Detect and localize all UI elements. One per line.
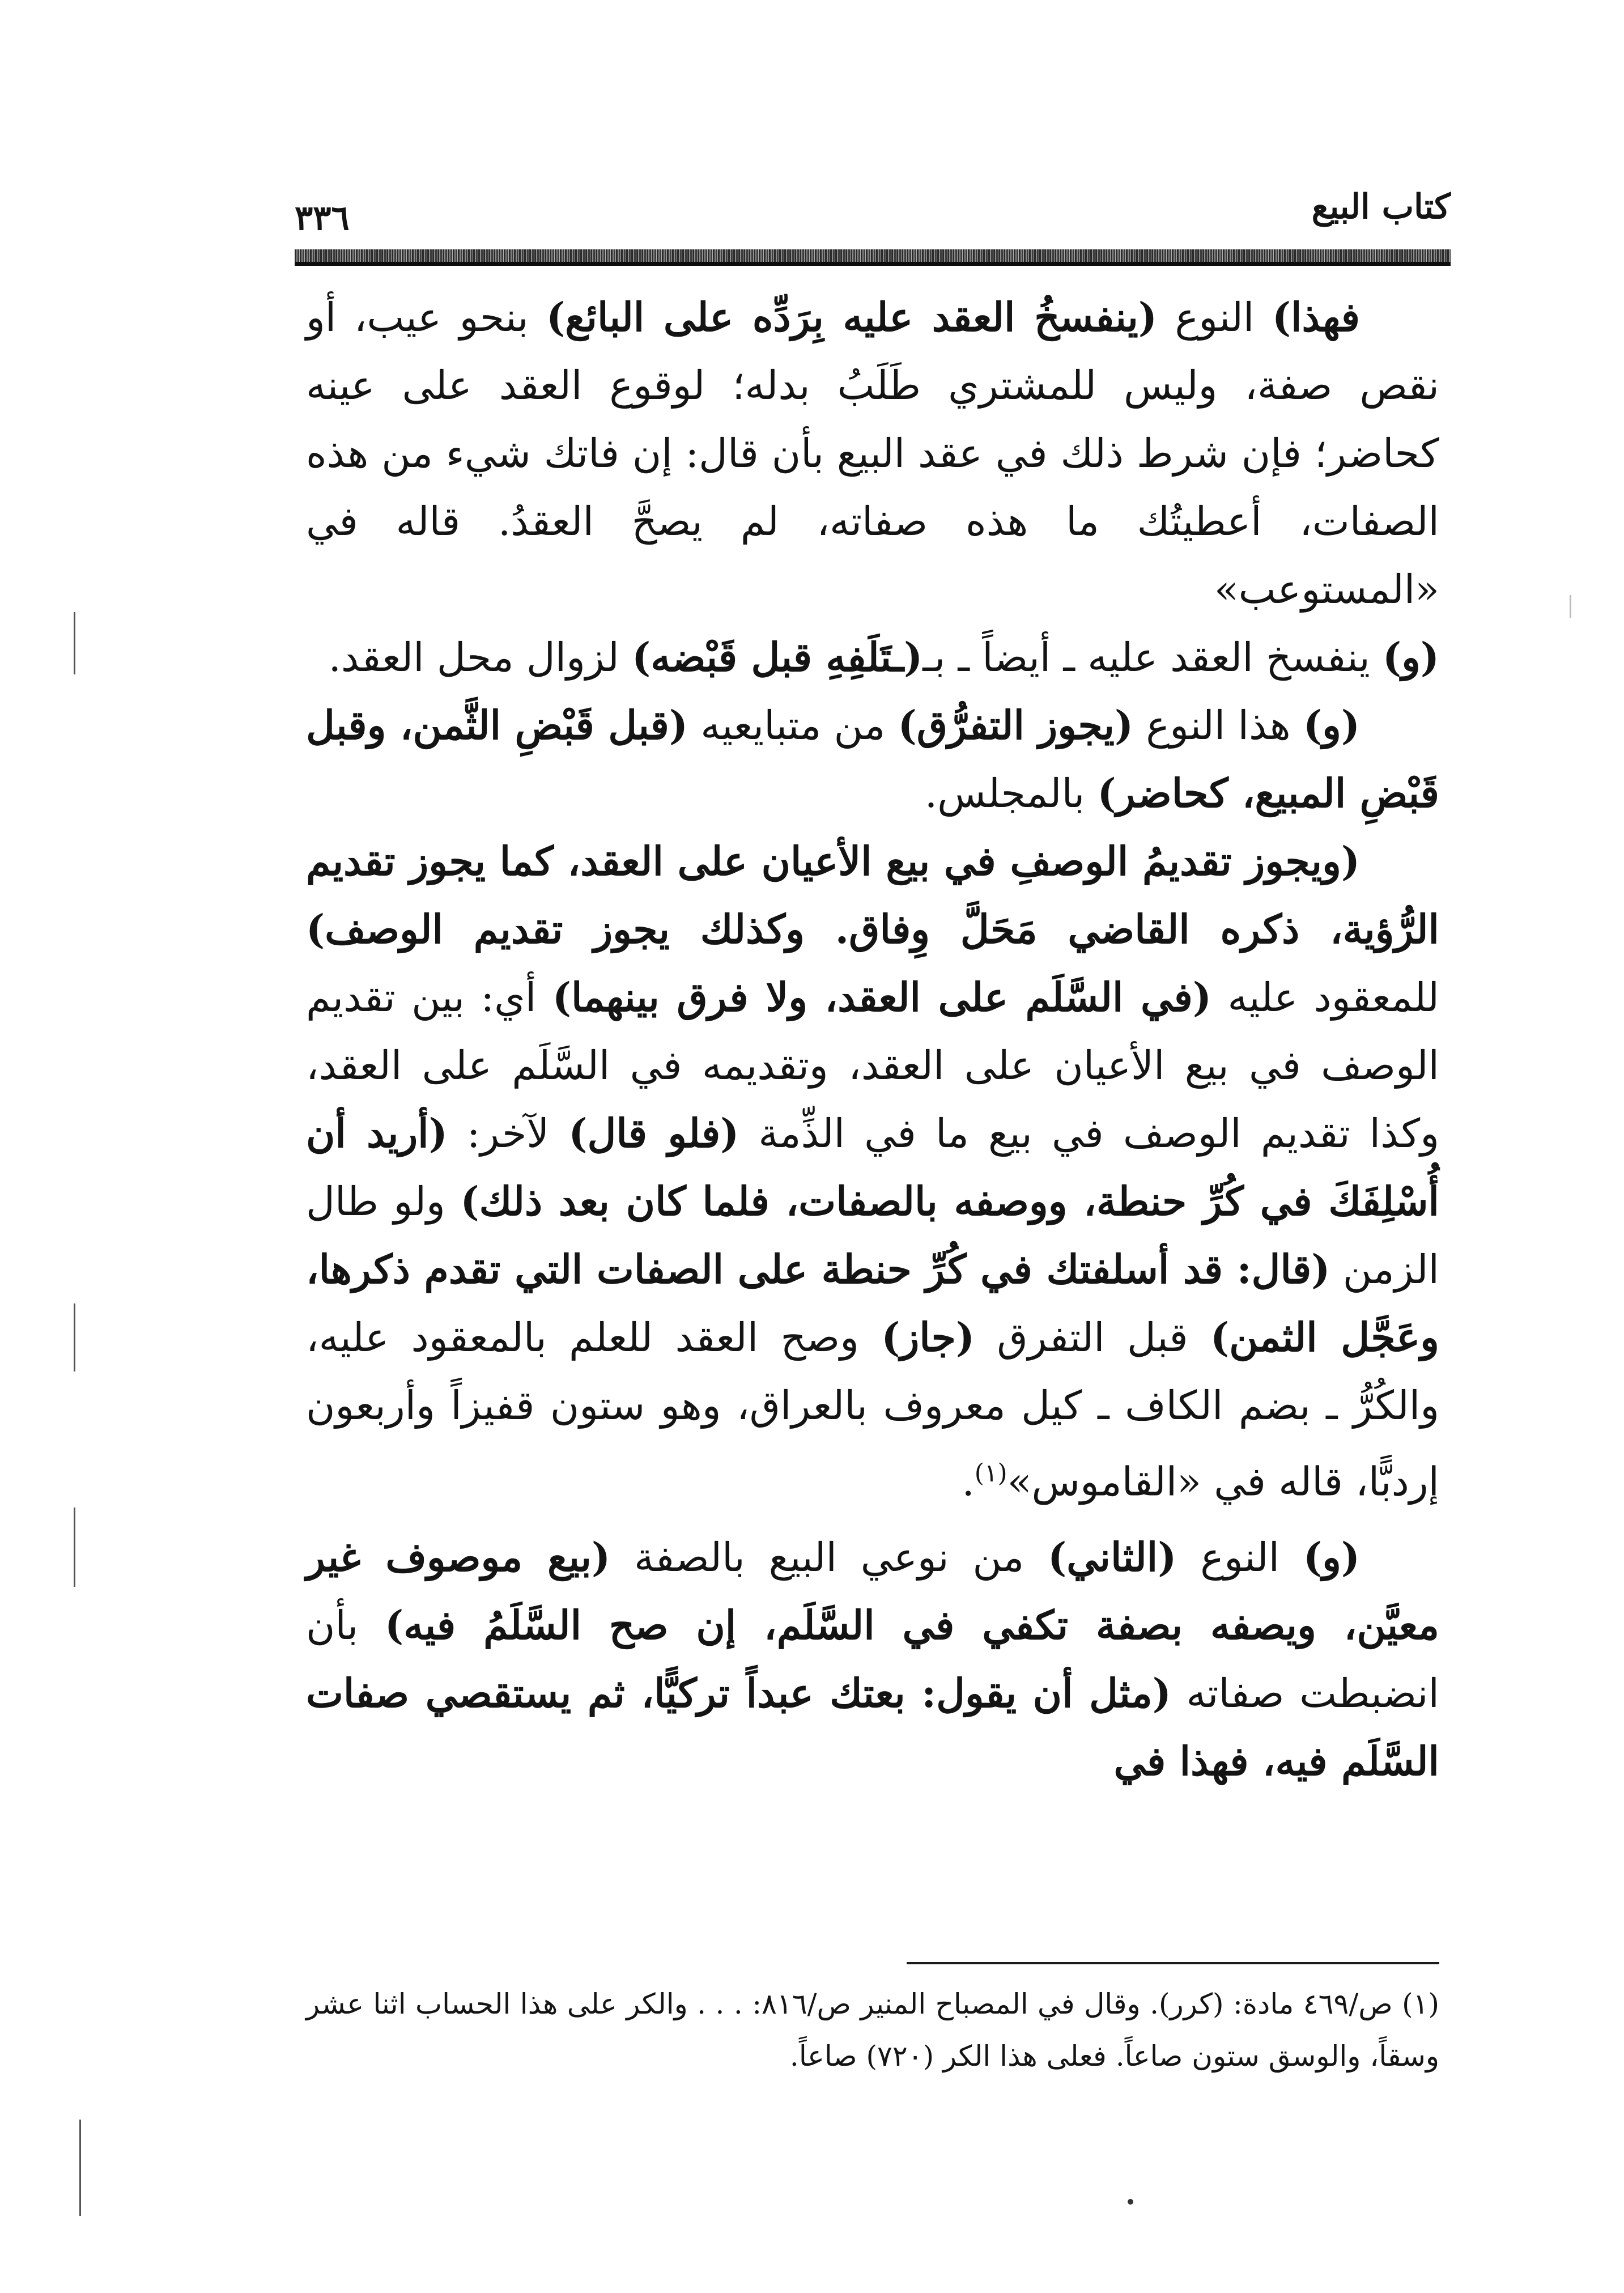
header-rule <box>295 249 1451 263</box>
scan-mark <box>74 1508 75 1587</box>
text-span: . <box>962 1458 975 1505</box>
scan-mark <box>74 612 75 674</box>
bold-span: (ينفسخُ العقد عليه بِرَدِّه على البائع) <box>546 294 1157 341</box>
text-span: ينفسخ العقد عليه ـ أيضاً ـ بـ <box>922 634 1383 681</box>
bold-span: (مثل أن يقول: بعتك عبداً تركيًّا، ثم يستقصي صفات السَّلَم فيه، فهذا في <box>306 1670 1439 1785</box>
text-span: أي: بين تقديم الوصف في بيع الأعيان على العقد، وتقديمه في السَّلَم على العقد، وكذا تقديم الوصف في بيع ما في الذِّمة <box>306 974 1439 1157</box>
text-span: ولو طال الزمن <box>306 1178 1439 1293</box>
bold-span: فهذا) <box>1272 294 1360 341</box>
text-span: هذا النوع <box>1133 702 1303 749</box>
paragraph-3 <box>306 691 1439 827</box>
bold-span: (قبل قَبْضِ الثَّمن، وقبل قَبْضِ المبيع، كحاضر) <box>306 702 1439 817</box>
text-span: من نوعي البيع بالصفة <box>610 1534 1048 1581</box>
paragraph-1 <box>306 283 1439 623</box>
text-span: لزوال محل العقد. <box>328 634 632 681</box>
bold-span: (و) <box>1382 634 1439 681</box>
paragraph-2 <box>306 623 1439 691</box>
footnote <box>306 1978 1439 2082</box>
bold-span: (و) <box>1303 1534 1360 1581</box>
text-span: النوع <box>1157 294 1272 341</box>
running-header <box>295 187 1451 249</box>
text-span: من متبايعيه <box>687 702 898 749</box>
footnote-separator <box>907 1962 1439 1964</box>
scan-mark <box>79 2120 81 2216</box>
bold-span: (ويجوز تقديمُ الوصفِ في بيع الأعيان على العقد، كما يجوز تقديم الرُّؤية، ذكره القاضي مَحَلَّ وِفاق. وكذلك يجوز تقديم الوصف) <box>306 838 1439 953</box>
text-span: قبل التفرق <box>974 1314 1210 1361</box>
header-title: كتاب البيع <box>1311 187 1451 227</box>
bold-span: (و) <box>1303 702 1360 749</box>
bold-span: (في السَّلَم على العقد، ولا فرق بينهما) <box>552 974 1211 1021</box>
main-text <box>306 283 1439 1795</box>
text-span: لآخر: <box>447 1110 569 1157</box>
bold-span: (يجوز التفرُّق) <box>898 702 1134 749</box>
footnote-marker: (١) <box>974 1459 1007 1488</box>
text-span: النوع <box>1176 1534 1303 1581</box>
bold-span: (ـتَلَفِهِ قبل قَبْضه) <box>632 634 923 681</box>
bold-span: (أريد أن أُسْلِفَكَ في كُرِّ حنطة، ووصفه بالصفات، فلما كان بعد ذلك) <box>306 1110 1439 1225</box>
text-span: وصح العقد للعلم بالمعقود عليه، والكُرُّ ـ بضم الكاف ـ كيل معروف بالعراق، وهو ستون قفيزاً وأربعون إردبًّا، قاله في «القاموس» <box>306 1314 1440 1505</box>
bold-span: (فلو قال) <box>568 1110 739 1157</box>
bold-span: (الثاني) <box>1048 1534 1177 1581</box>
paragraph-5 <box>306 1523 1439 1795</box>
text-span: بأن انضبطت صفاته <box>306 1602 1439 1717</box>
footnote-1: (١) ص/٤٦٩ مادة: (كرر). وقال في المصباح المنير ص/٨١٦: . . . والكر على هذا الحساب اثنا عشر وسقاً، والوسق ستون صاعاً. فعلى هذا الكر (٧٢٠) صاعاً. <box>306 1988 1439 2073</box>
bold-span: (قال: قد أسلفتك في كُرِّ حنطة على الصفات التي تقدم ذكرها، وعَجَّل الثمن) <box>306 1246 1439 1361</box>
text-span: بالمجلس. <box>924 770 1098 817</box>
scan-dot <box>1128 2199 1133 2205</box>
bold-span: (بيع موصوف غير معيَّن، ويصفه بصفة تكفي في السَّلَم، إن صح السَّلَمُ فيه) <box>306 1534 1440 1649</box>
scan-mark <box>1570 595 1571 618</box>
header-rule-line <box>295 262 1451 266</box>
text-span: بنحو عيب، أو نقص صفة، وليس للمشتري طَلَبُ بدله؛ لوقوع العقد على عينه كحاضر؛ فإن شرط ذلك في عقد البيع بأن قال: إن فاتك شيء من هذه الصفات، أعطيتُك ما هذه صفاته، لم يصحَّ العقدُ. قاله في «المستوعب» <box>306 294 1439 613</box>
page-number: ٣٣٦ <box>295 198 350 238</box>
scan-mark <box>74 1303 75 1371</box>
bold-span: (جاز) <box>881 1314 975 1361</box>
paragraph-4 <box>306 827 1439 1515</box>
text-span: للمعقود عليه <box>1211 974 1440 1021</box>
